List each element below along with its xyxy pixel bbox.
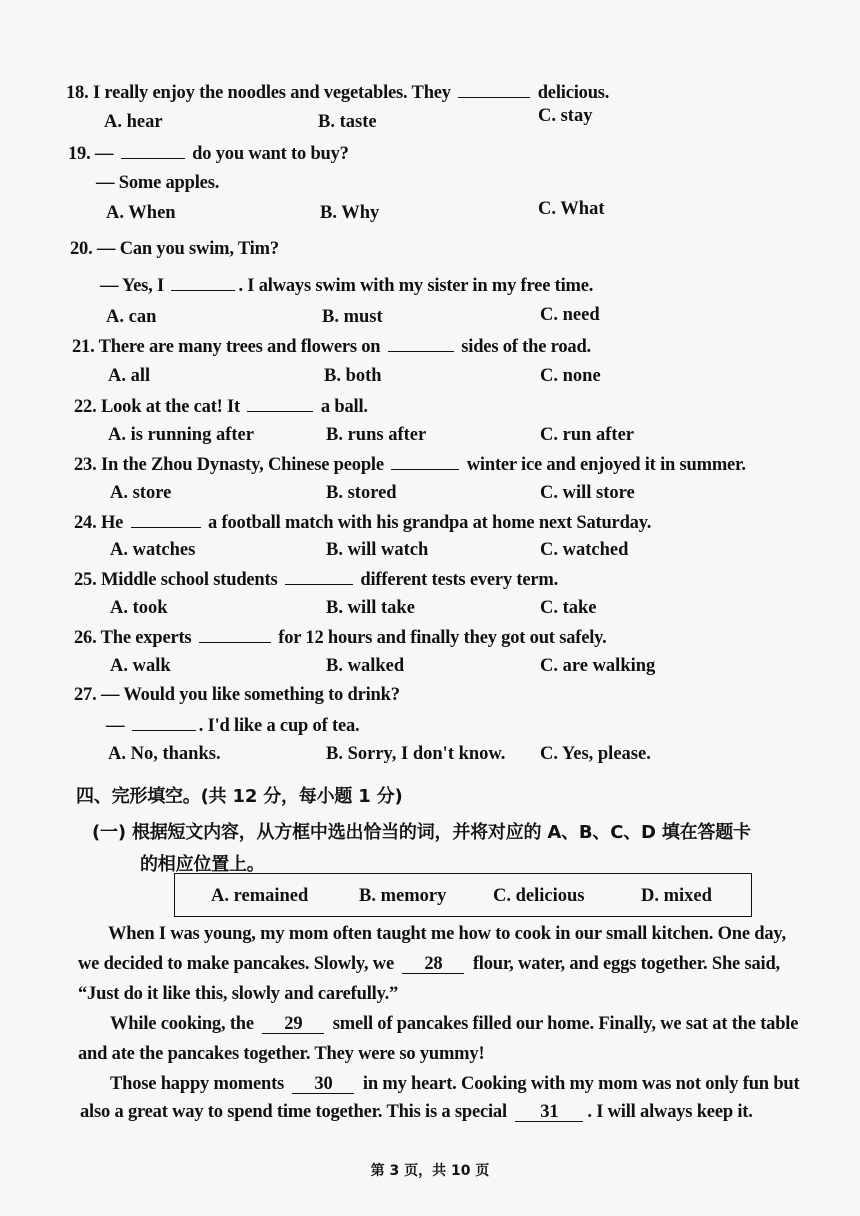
question-24 bbox=[74, 512, 651, 534]
answer-blank bbox=[391, 454, 459, 470]
question-26 bbox=[74, 627, 607, 649]
question-number: 26. bbox=[74, 628, 97, 648]
question-19-reply: — Some apples. bbox=[96, 173, 220, 193]
option-b: B. walked bbox=[326, 656, 405, 676]
word-box bbox=[174, 873, 752, 917]
option-b: B. Sorry, I don't know. bbox=[326, 744, 506, 764]
option-c: C. take bbox=[540, 598, 597, 618]
answer-blank bbox=[388, 336, 454, 352]
cloze-blank-29: 29 bbox=[262, 1015, 324, 1034]
question-20-reply bbox=[100, 275, 593, 297]
question-23 bbox=[74, 454, 746, 476]
passage-line bbox=[110, 1074, 799, 1095]
option-c: C. are walking bbox=[540, 656, 656, 676]
question-21 bbox=[72, 336, 591, 358]
option-c: C. stay bbox=[538, 106, 593, 126]
option-a: A. walk bbox=[110, 656, 171, 676]
answer-blank bbox=[131, 512, 201, 528]
option-c: C. none bbox=[540, 366, 601, 386]
answer-blank bbox=[121, 143, 185, 159]
reply-text: — bbox=[106, 716, 125, 736]
option-b: B. Why bbox=[320, 203, 380, 223]
word-option-d: D. mixed bbox=[641, 886, 712, 906]
question-27-reply bbox=[106, 715, 359, 737]
passage-text: we decided to make pancakes. Slowly, we bbox=[78, 954, 394, 974]
passage-text: in my heart. Cooking with my mom was not only fun but bbox=[362, 1074, 800, 1094]
answer-blank bbox=[247, 396, 313, 412]
question-number: 18. bbox=[66, 83, 89, 103]
option-b: B. both bbox=[324, 366, 382, 386]
option-a: A. can bbox=[106, 307, 157, 327]
question-text: — bbox=[94, 144, 114, 164]
option-c: C. What bbox=[538, 199, 605, 219]
question-text: a ball. bbox=[320, 397, 368, 417]
reply-text: . I'd like a cup of tea. bbox=[198, 716, 360, 736]
option-c: C. run after bbox=[540, 425, 635, 445]
option-a: A. is running after bbox=[108, 425, 254, 445]
cloze-blank-28: 28 bbox=[402, 955, 464, 974]
word-option-c: C. delicious bbox=[493, 886, 585, 906]
answer-blank bbox=[132, 715, 196, 731]
option-b: B. runs after bbox=[326, 425, 427, 445]
passage-text: smell of pancakes filled our home. Finally, we sat at the table bbox=[332, 1014, 799, 1034]
option-c: C. watched bbox=[540, 540, 629, 560]
question-text: different tests every term. bbox=[360, 570, 559, 590]
passage-text: Those happy moments bbox=[110, 1074, 285, 1094]
option-a: A. store bbox=[110, 483, 172, 503]
passage-text: While cooking, the bbox=[110, 1014, 254, 1034]
answer-blank bbox=[171, 275, 235, 291]
question-text: do you want to buy? bbox=[192, 144, 349, 164]
question-text: He bbox=[100, 513, 124, 533]
passage-text: also a great way to spend time together. This is a special bbox=[80, 1102, 507, 1122]
question-text: Look at the cat! It bbox=[100, 397, 241, 417]
question-text: a football match with his grandpa at home next Saturday. bbox=[208, 513, 652, 533]
passage-line: and ate the pancakes together. They were so yummy! bbox=[78, 1044, 485, 1064]
option-b: B. will take bbox=[326, 598, 415, 618]
question-number: 24. bbox=[74, 513, 97, 533]
section-heading: 四、完形填空。(共 12 分，每小题 1 分) bbox=[76, 786, 403, 807]
question-25 bbox=[74, 569, 558, 591]
section-instruction-cont: 的相应位置上。 bbox=[140, 854, 265, 875]
answer-blank bbox=[285, 569, 353, 585]
question-19 bbox=[68, 143, 349, 165]
question-number: 23. bbox=[74, 455, 97, 475]
option-a: A. When bbox=[106, 203, 176, 223]
section-instruction: (一) 根据短文内容，从方框中选出恰当的词，并将对应的 A、B、C、D 填在答题卡 bbox=[92, 822, 751, 843]
question-text: Middle school students bbox=[100, 570, 278, 590]
option-b: B. must bbox=[322, 307, 383, 327]
passage-line bbox=[78, 954, 780, 975]
option-c: C. need bbox=[540, 305, 600, 325]
question-18 bbox=[66, 82, 609, 104]
question-text: I really enjoy the noodles and vegetables. They bbox=[92, 83, 451, 103]
question-text: The experts bbox=[100, 628, 192, 648]
question-text: — Can you swim, Tim? bbox=[96, 239, 279, 259]
option-b: B. will watch bbox=[326, 540, 429, 560]
question-text: delicious. bbox=[537, 83, 610, 103]
question-text: for 12 hours and finally they got out safely. bbox=[278, 628, 607, 648]
page-number: 第 3 页，共 10 页 bbox=[370, 1163, 490, 1179]
reply-text: . I always swim with my sister in my free time. bbox=[238, 276, 594, 296]
question-number: 20. bbox=[70, 239, 93, 259]
option-b: B. stored bbox=[326, 483, 397, 503]
question-number: 25. bbox=[74, 570, 97, 590]
question-20 bbox=[70, 239, 279, 260]
option-a: A. watches bbox=[110, 540, 196, 560]
option-c: C. Yes, please. bbox=[540, 744, 651, 764]
question-text: sides of the road. bbox=[461, 337, 591, 357]
passage-line bbox=[110, 1014, 798, 1035]
question-text: There are many trees and flowers on bbox=[98, 337, 381, 357]
question-number: 19. bbox=[68, 144, 91, 164]
answer-blank bbox=[199, 627, 271, 643]
word-option-a: A. remained bbox=[211, 886, 309, 906]
passage-text: flour, water, and eggs together. She said, bbox=[472, 954, 780, 974]
option-a: A. took bbox=[110, 598, 168, 618]
cloze-blank-31: 31 bbox=[515, 1103, 583, 1122]
question-22 bbox=[74, 396, 368, 418]
passage-text: . I will always keep it. bbox=[587, 1102, 753, 1122]
cloze-blank-30: 30 bbox=[292, 1075, 354, 1094]
word-option-b: B. memory bbox=[359, 886, 447, 906]
question-text: — Would you like something to drink? bbox=[100, 685, 400, 705]
option-b: B. taste bbox=[318, 112, 377, 132]
option-a: A. No, thanks. bbox=[108, 744, 221, 764]
passage-line: When I was young, my mom often taught me how to cook in our small kitchen. One day, bbox=[108, 924, 786, 944]
answer-blank bbox=[458, 82, 530, 98]
reply-text: — Yes, I bbox=[100, 276, 165, 296]
question-27 bbox=[74, 685, 400, 706]
question-number: 22. bbox=[74, 397, 97, 417]
option-a: A. all bbox=[108, 366, 151, 386]
option-a: A. hear bbox=[104, 112, 163, 132]
option-c: C. will store bbox=[540, 483, 635, 503]
passage-line: “Just do it like this, slowly and carefully.” bbox=[78, 984, 399, 1004]
question-text: In the Zhou Dynasty, Chinese people bbox=[100, 455, 384, 475]
passage-line bbox=[80, 1102, 753, 1123]
question-number: 21. bbox=[72, 337, 95, 357]
question-text: winter ice and enjoyed it in summer. bbox=[466, 455, 746, 475]
question-number: 27. bbox=[74, 685, 97, 705]
